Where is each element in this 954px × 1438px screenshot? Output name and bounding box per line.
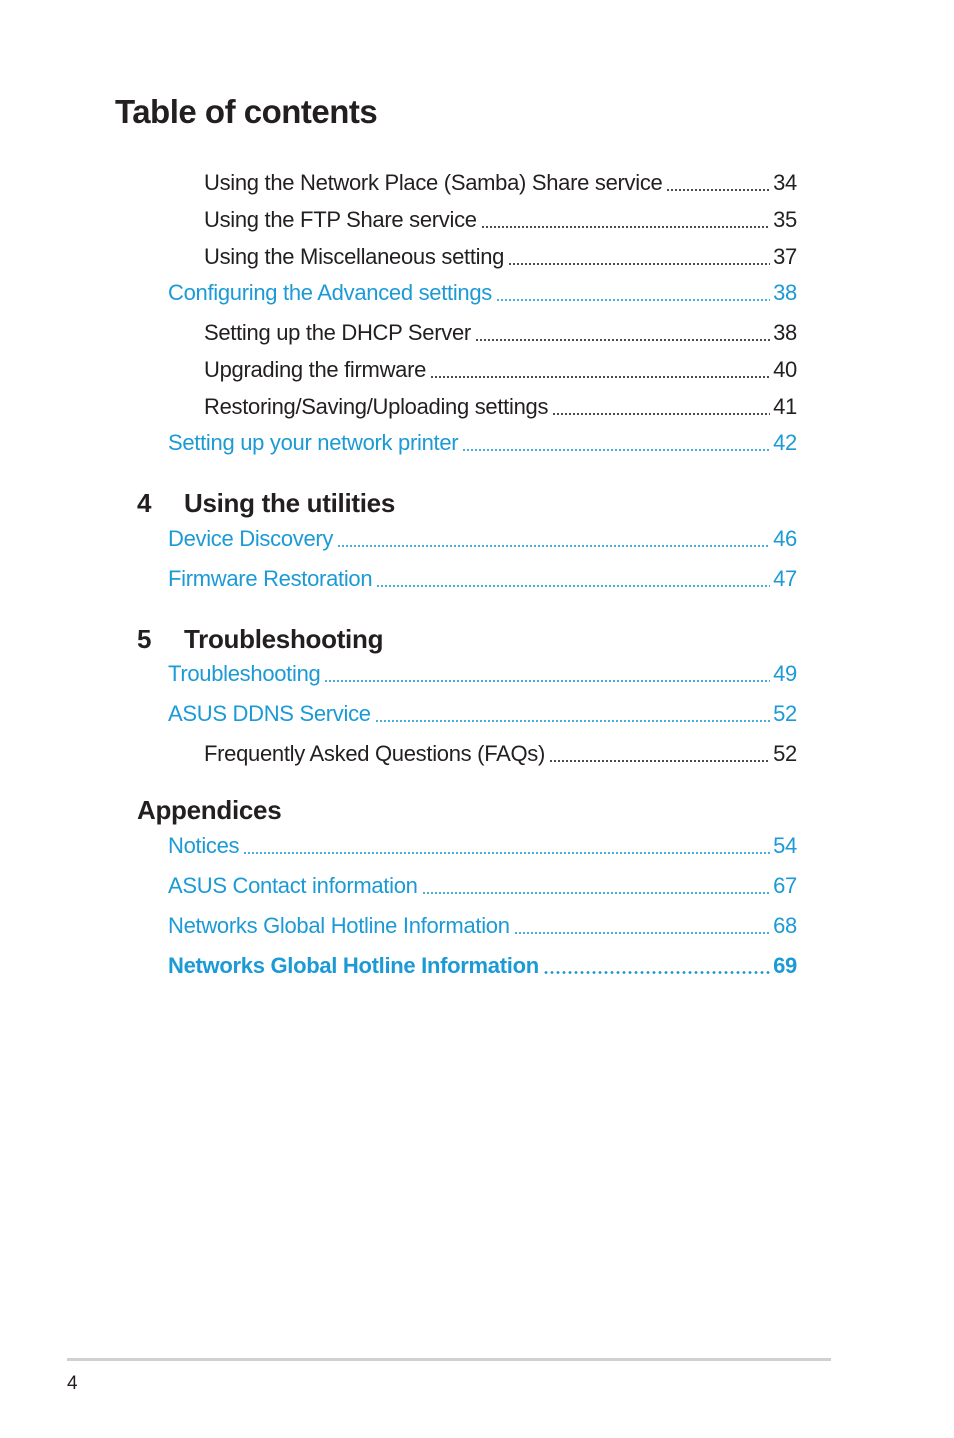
- toc-entry-global-hotline[interactable]: [168, 911, 797, 941]
- toc-entry-page: 47: [773, 566, 797, 591]
- toc-entry-asus-ddns[interactable]: [168, 699, 797, 729]
- toc-entry-page: 69: [773, 953, 797, 978]
- toc-entry-label: Upgrading the firmware: [204, 357, 427, 382]
- chapter-heading-4: [137, 487, 395, 519]
- dot-leader: [475, 318, 770, 348]
- appendices-heading: Appendices: [137, 795, 282, 825]
- dot-leader: [552, 392, 770, 422]
- chapter-number: 4: [137, 488, 152, 518]
- toc-entry-asus-contact[interactable]: [168, 871, 797, 901]
- dot-leader: [481, 205, 770, 235]
- toc-entry-page: 42: [773, 430, 797, 455]
- toc-entry-device-discovery[interactable]: [168, 524, 797, 554]
- toc-entry-faqs[interactable]: [204, 739, 797, 769]
- dot-leader: [430, 355, 770, 385]
- dot-leader: [496, 278, 770, 308]
- toc-entry-label: Networks Global Hotline Information: [168, 913, 510, 938]
- page-title: Table of contents: [115, 93, 378, 130]
- toc-entry-label: ASUS DDNS Service: [168, 701, 371, 726]
- toc-entry-advanced-settings[interactable]: [168, 278, 797, 308]
- dot-leader: [462, 428, 770, 458]
- chapter-heading-5: [137, 623, 383, 655]
- toc-entry-ftp-share[interactable]: [204, 205, 797, 235]
- toc-entry-network-printer[interactable]: [168, 428, 797, 458]
- toc-entry-label: Networks Global Hotline Information: [168, 953, 539, 978]
- toc-entry-page: 40: [773, 357, 797, 382]
- toc-entry-page: 38: [773, 320, 797, 345]
- toc-entry-label: Notices: [168, 833, 240, 858]
- dot-leader: [376, 564, 770, 594]
- dot-leader: [508, 242, 770, 272]
- toc-entry-page: 54: [773, 833, 797, 858]
- toc-entry-page: 67: [773, 873, 797, 898]
- toc-entry-label: Using the Miscellaneous setting: [204, 244, 505, 269]
- dot-leader: [243, 831, 770, 861]
- footer-rule: [67, 1358, 831, 1361]
- dot-leader: [549, 739, 770, 769]
- dot-leader: [514, 911, 770, 941]
- toc-entry-miscellaneous[interactable]: [204, 242, 797, 272]
- toc-entry-label: Setting up the DHCP Server: [204, 320, 471, 345]
- toc-entry-page: 49: [773, 661, 797, 686]
- dot-leader: [543, 951, 770, 981]
- dot-leader: [375, 699, 770, 729]
- toc-entry-page: 34: [773, 170, 797, 195]
- toc-entry-label: Frequently Asked Questions (FAQs): [204, 741, 546, 766]
- toc-entry-label: Using the FTP Share service: [204, 207, 477, 232]
- toc-entry-notices[interactable]: [168, 831, 797, 861]
- toc-entry-page: 38: [773, 280, 797, 305]
- dot-leader: [666, 168, 770, 198]
- chapter-number: 5: [137, 624, 152, 654]
- toc-entry-page: 41: [773, 394, 797, 419]
- toc-entry-label: Restoring/Saving/Uploading settings: [204, 394, 549, 419]
- toc-entry-troubleshooting[interactable]: [168, 659, 797, 689]
- toc-entry-page: 52: [773, 701, 797, 726]
- toc-entry-page: 46: [773, 526, 797, 551]
- dot-leader: [337, 524, 770, 554]
- toc-entry-global-hotline-bold[interactable]: [168, 951, 797, 981]
- toc-entry-page: 37: [773, 244, 797, 269]
- toc-entry-firmware-restoration[interactable]: [168, 564, 797, 594]
- toc-entry-label: Configuring the Advanced settings: [168, 280, 492, 305]
- chapter-title: Using the utilities: [184, 488, 395, 518]
- page-number: 4: [67, 1373, 78, 1394]
- toc-entry-page: 52: [773, 741, 797, 766]
- toc-entry-label: Using the Network Place (Samba) Share service: [204, 170, 663, 195]
- toc-entry-dhcp-server[interactable]: [204, 318, 797, 348]
- toc-entry-label: Device Discovery: [168, 526, 334, 551]
- toc-entry-upgrading-firmware[interactable]: [204, 355, 797, 385]
- toc-entry-label: Setting up your network printer: [168, 430, 459, 455]
- toc-entry-page: 68: [773, 913, 797, 938]
- toc-entry-label: Firmware Restoration: [168, 566, 373, 591]
- toc-entry-restoring-settings[interactable]: [204, 392, 797, 422]
- toc-entry-label: ASUS Contact information: [168, 873, 418, 898]
- toc-entry-samba-share[interactable]: [204, 168, 797, 198]
- chapter-title: Troubleshooting: [184, 624, 384, 654]
- toc-entry-page: 35: [773, 207, 797, 232]
- toc-entry-label: Troubleshooting: [168, 661, 321, 686]
- dot-leader: [324, 659, 770, 689]
- dot-leader: [422, 871, 771, 901]
